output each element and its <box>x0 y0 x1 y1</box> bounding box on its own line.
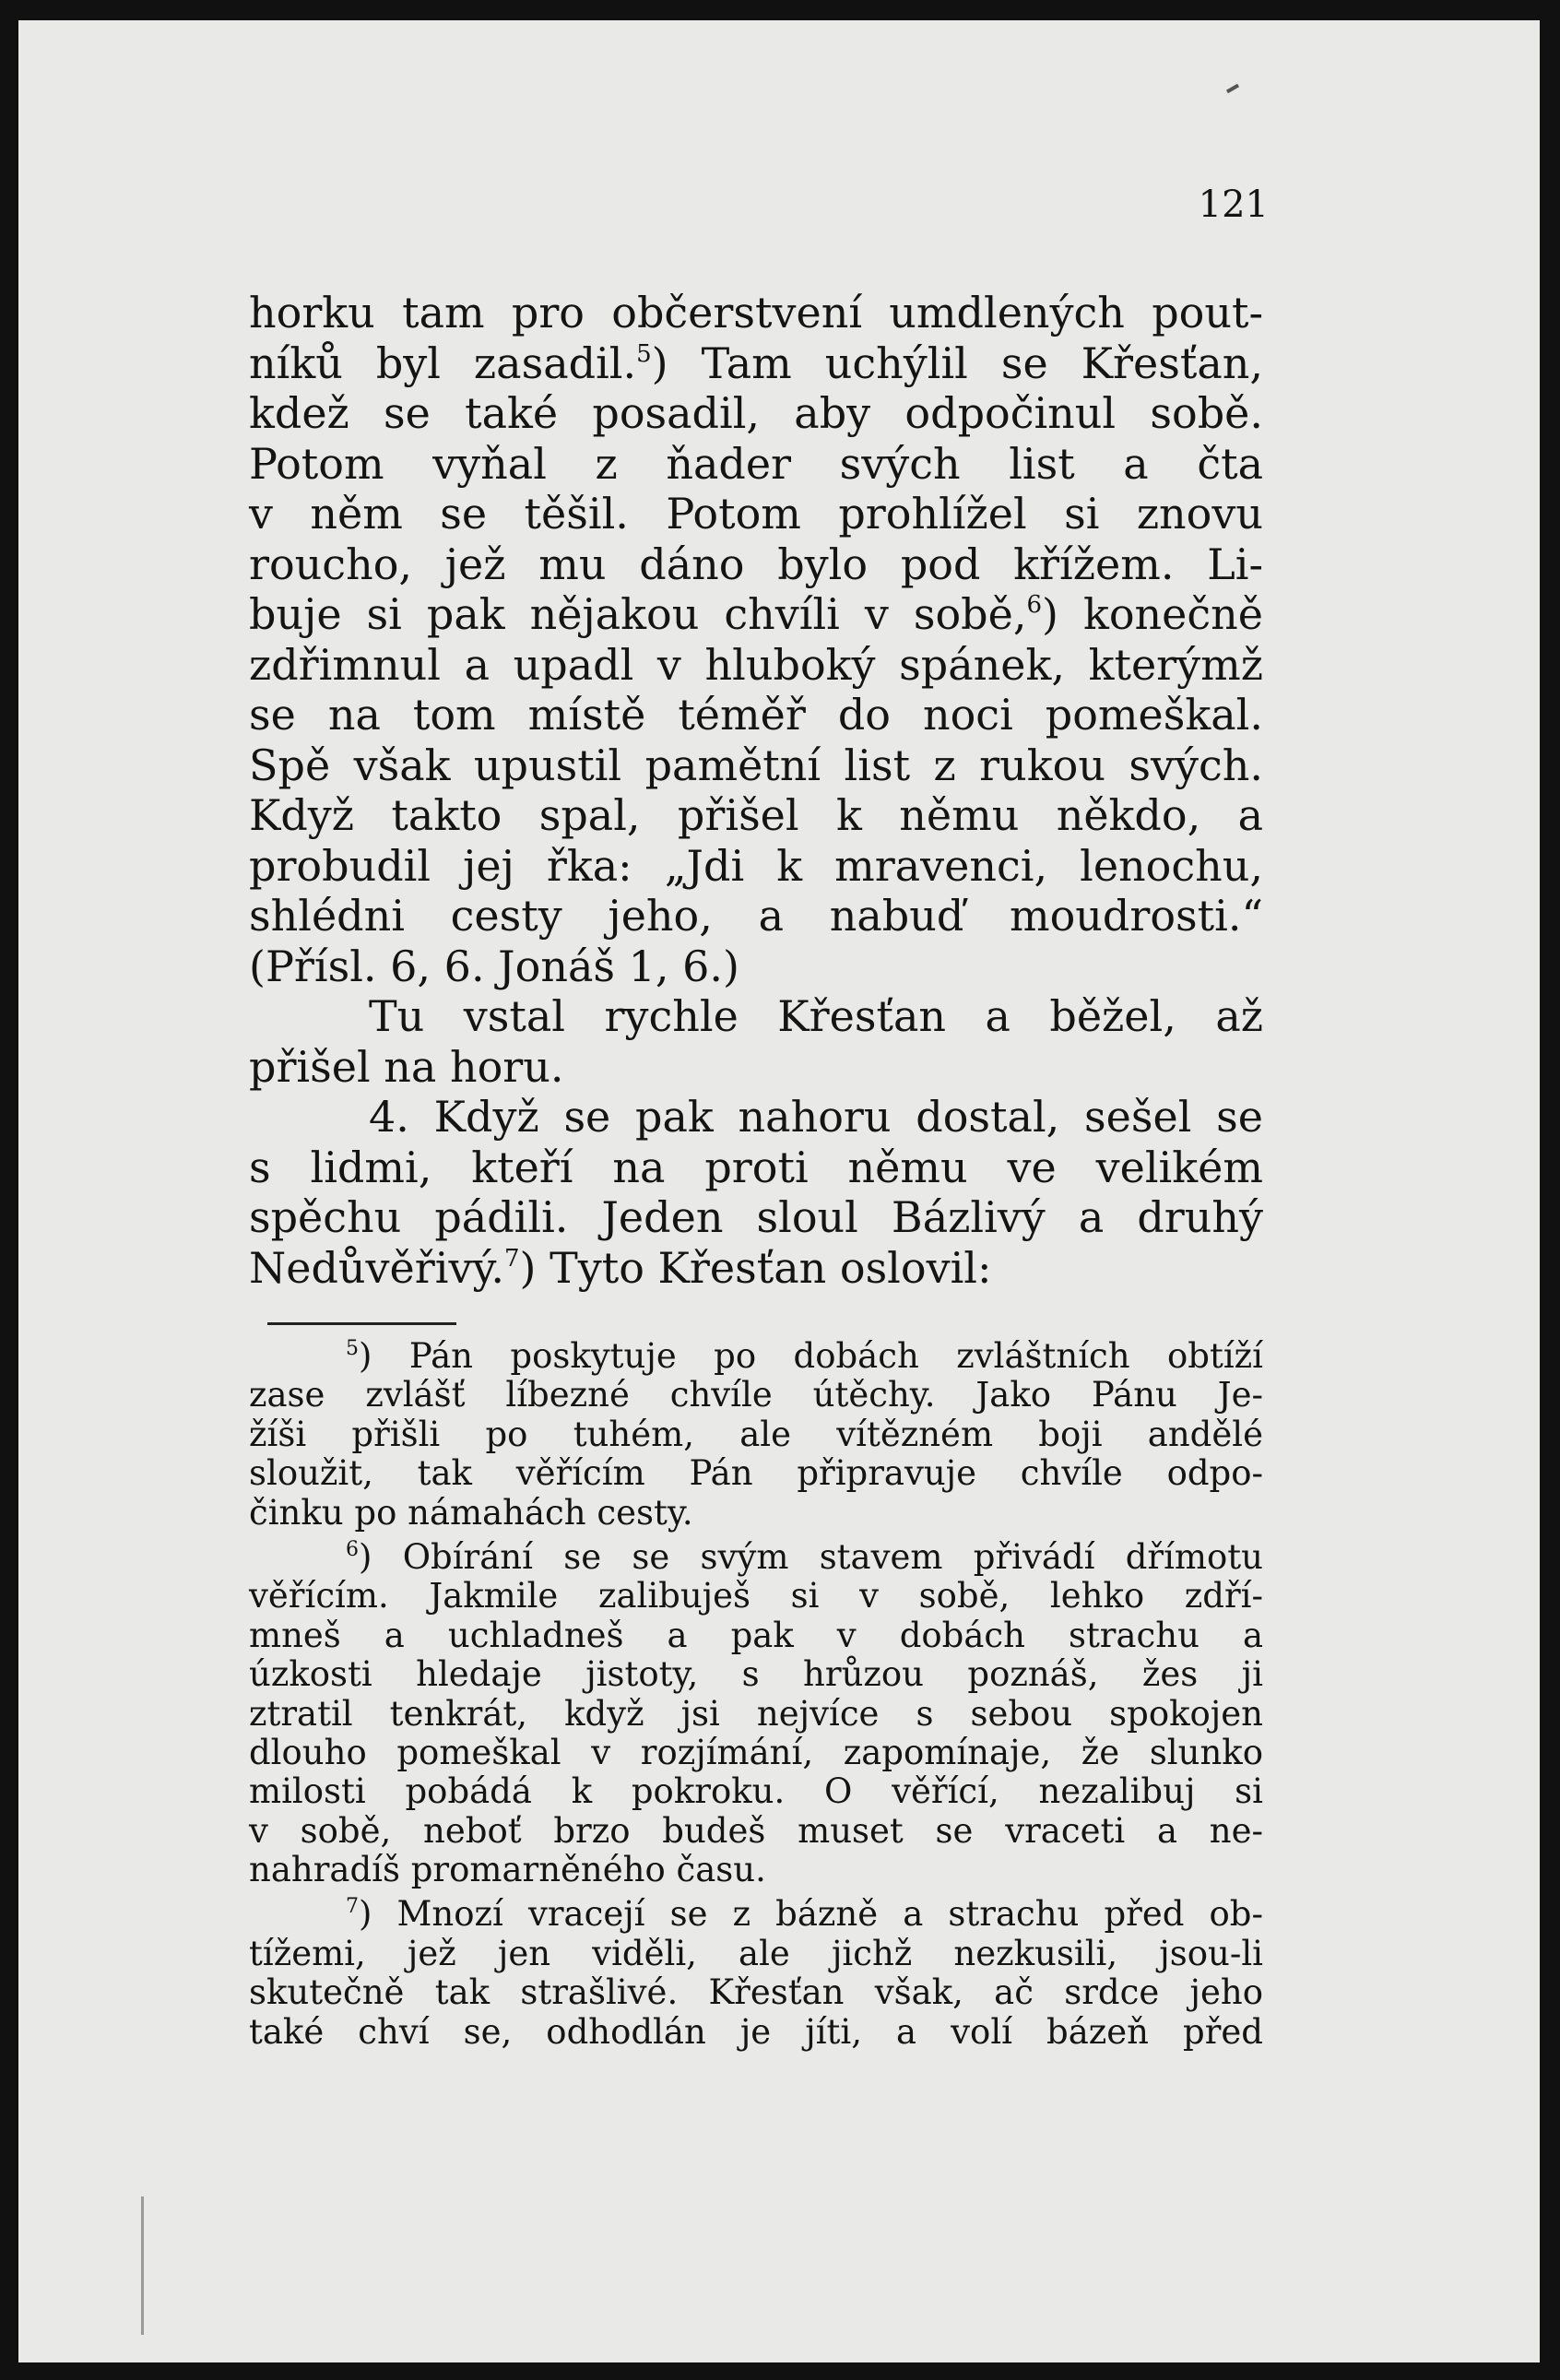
footnote-text: dlouho pomeškal v rozjímání, zapomínaje, že slunko <box>249 1732 1263 1772</box>
text-segment: ) konečně <box>1042 589 1263 639</box>
text-segment: kdež se také posadil, aby odpočinul sobě. <box>249 388 1263 438</box>
text-segment: spěchu pádili. Jeden sloul Bázlivý a druhý <box>249 1192 1263 1242</box>
footnote-text: mneš a uchladneš a pak v dobách strachu a <box>249 1615 1263 1655</box>
text-segment: Potom vyňal z ňader svých list a čta <box>249 438 1263 489</box>
text-line <box>249 338 1263 389</box>
text-segment: se na tom místě téměř do noci pomeškal. <box>249 690 1263 740</box>
text-segment: níků byl zasadil. <box>249 337 637 388</box>
footnote-line <box>249 1895 1263 1934</box>
footnote-text: zase zvlášť líbezné chvíle útěchy. Jako Pánu Je- <box>249 1375 1263 1415</box>
book-page <box>18 20 1540 2362</box>
text-line <box>249 690 1263 740</box>
footnote-line <box>249 1337 1263 1376</box>
footnote-line <box>249 1695 1263 1734</box>
footnote-line <box>249 1376 1263 1415</box>
footnote-line <box>249 1734 1263 1772</box>
text-segment: Spě však upustil pamětní list z rukou svých. <box>249 740 1263 790</box>
text-line <box>249 790 1263 841</box>
footnote-reference: 7 <box>503 1244 520 1273</box>
footnote-text: žíši přišli po tuhém, ale vítězném boji andělé <box>249 1414 1263 1454</box>
footnote-text: věřícím. Jakmile zalibuješ si v sobě, lehko zdří- <box>249 1576 1263 1616</box>
footnote-text: tížemi, jež jen viděli, ale jichž nezkusili, jsou-li <box>249 1933 1263 1973</box>
text-line <box>249 891 1263 941</box>
text-segment: Nedůvěřivý. <box>249 1242 504 1293</box>
text-segment: v něm se těšil. Potom prohlížel si znovu <box>249 489 1263 539</box>
footnote <box>249 1337 1263 1533</box>
text-line <box>249 439 1263 490</box>
footnote-line <box>249 1538 1263 1577</box>
footnote-text: ) Pán poskytuje po dobách zvláštních obtíží <box>359 1336 1263 1376</box>
text-segment: Když takto spal, přišel k němu někdo, a <box>249 790 1263 840</box>
footnote-text: ) Mnozí vracejí se z bázně a strachu před ob- <box>359 1894 1263 1935</box>
footnote-line <box>249 1812 1263 1851</box>
text-segment: 4. Když se pak nahoru dostal, sešel se <box>369 1092 1263 1142</box>
text-line <box>249 489 1263 539</box>
footnote-line <box>249 1851 1263 1889</box>
page-number: 121 <box>1198 184 1269 226</box>
text-segment: ) Tyto Křesťan oslovil: <box>519 1242 992 1293</box>
footnote-line <box>249 1494 1263 1533</box>
footnote-rule <box>267 1322 456 1325</box>
text-line <box>249 1192 1263 1243</box>
footnote-text: také chví se, odhodlán je jíti, a volí bázeň před <box>249 2011 1263 2052</box>
footnote-reference: 6 <box>1026 591 1042 619</box>
text-line <box>249 740 1263 791</box>
footnote <box>249 1538 1263 1890</box>
text-segment: přišel na horu. <box>249 1041 564 1092</box>
text-segment: zdřimnul a upadl v hluboký spánek, kterýmž <box>249 639 1263 690</box>
text-line <box>249 1243 1263 1294</box>
footnote-text: v sobě, neboť brzo budeš muset se vraceti a ne- <box>249 1810 1263 1851</box>
text-line <box>249 941 1263 992</box>
text-line <box>249 1143 1263 1193</box>
text-line <box>249 388 1263 439</box>
footnote-marker: 7 <box>346 1895 359 1919</box>
footnote-text: sloužit, tak věřícím Pán připravuje chvíle odpo- <box>249 1453 1263 1494</box>
text-line <box>249 1042 1263 1093</box>
text-line <box>249 841 1263 892</box>
footnote <box>249 1895 1263 2052</box>
text-line <box>249 991 1263 1042</box>
main-text <box>249 288 1263 1293</box>
footnote-text: milosti pobádá k pokroku. O věřící, nezalibuj si <box>249 1771 1263 1812</box>
footnotes <box>249 1337 1263 2052</box>
footnote-text: úzkosti hledaje jistoty, s hrůzou poznáš, žes ji <box>249 1654 1263 1695</box>
footnote-text: ) Obírání se se svým stavem přivádí dřímotu <box>359 1536 1263 1577</box>
text-segment: s lidmi, kteří na proti němu ve velikém <box>249 1142 1263 1192</box>
text-line <box>249 288 1263 338</box>
footnote-text: skutečně tak strašlivé. Křesťan však, ač srdce jeho <box>249 1972 1263 2013</box>
footnote-text: ztratil tenkrát, když jsi nejvíce s sebou spokojen <box>249 1693 1263 1734</box>
footnote-line <box>249 1655 1263 1694</box>
footnote-line <box>249 1616 1263 1655</box>
text-segment: (Přísl. 6, 6. Jonáš 1, 6.) <box>249 941 739 991</box>
text-segment: roucho, jež mu dáno bylo pod křížem. Li- <box>249 539 1263 589</box>
text-segment: horku tam pro občerstvení umdlených pout- <box>249 288 1263 337</box>
footnote-marker: 6 <box>346 1537 359 1561</box>
footnote-line <box>249 1772 1263 1811</box>
text-segment: probudil jej řka: „Jdi k mravenci, lenochu, <box>249 840 1263 891</box>
footnote-line <box>249 1935 1263 1973</box>
footnote-line <box>249 1415 1263 1454</box>
footnote-line <box>249 2013 1263 2052</box>
footnote-text: nahradíš promarněného času. <box>249 1850 766 1890</box>
text-line <box>249 539 1263 590</box>
footnote-line <box>249 1973 1263 2012</box>
footnote-text: činku po námahách cesty. <box>249 1492 693 1533</box>
text-segment: Tu vstal rychle Křesťan a běžel, až <box>369 991 1263 1041</box>
text-line <box>249 640 1263 691</box>
text-segment: ) Tam uchýlil se Křesťan, <box>651 337 1263 388</box>
text-line <box>249 589 1263 640</box>
footnote-reference: 5 <box>636 339 652 368</box>
margin-mark <box>1226 84 1239 93</box>
footnote-line <box>249 1577 1263 1616</box>
margin-mark <box>141 2196 144 2335</box>
footnote-marker: 5 <box>346 1337 359 1360</box>
text-line <box>249 1092 1263 1143</box>
footnote-line <box>249 1454 1263 1493</box>
text-segment: shlédni cesty jeho, a nabuď moudrosti.“ <box>249 891 1263 941</box>
text-segment: buje si pak nějakou chvíli v sobě, <box>249 589 1027 639</box>
